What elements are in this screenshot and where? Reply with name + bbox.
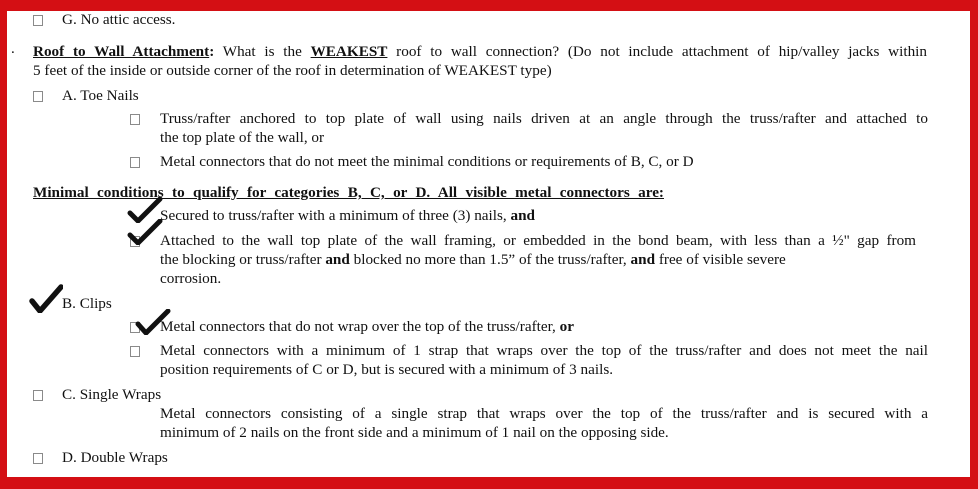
clips-sub2-line2: position requirements of C or D, but is secured with a minimum of 3 nails.: [160, 361, 614, 378]
item-g-label: No attic access.: [80, 11, 176, 28]
item-g-letter: G.: [62, 11, 77, 28]
checkmark-icon-condition-attached: [127, 219, 163, 245]
checkbox-icon-item-g[interactable]: [33, 15, 43, 26]
option-b: B. Clips: [62, 295, 112, 312]
option-d: D. Double Wraps: [62, 449, 168, 466]
condition-secured: Secured to truss/rafter with a minimum of three (3) nails, and: [160, 207, 535, 224]
document-page: [7, 11, 970, 477]
question-line-1: Roof to Wall Attachment: What is the WEAKEST roof to wall connection? (Do not include attachment of hip/valley jacks within: [33, 43, 927, 60]
checkbox-icon-clips-sub2[interactable]: [130, 346, 140, 357]
single-wraps-desc-line2: minimum of 2 nails on the front side and a minimum of 1 nail on the opposing side.: [160, 424, 669, 441]
checkmark-icon-clips-sub1: [135, 309, 171, 335]
clips-sub1: Metal connectors that do not wrap over the top of the truss/rafter, or: [160, 318, 574, 335]
toe-nails-sub1-line2: the top plate of the wall, or: [160, 129, 325, 146]
weakest-emphasis: WEAKEST: [310, 43, 388, 60]
option-a-label: Toe Nails: [80, 87, 139, 104]
option-c-label: Single Wraps: [79, 386, 162, 403]
question-line-2: 5 feet of the inside or outside corner of the roof in determination of WEAKEST type): [33, 62, 552, 79]
question-title: Roof to Wall Attachment: [33, 43, 210, 60]
option-a: A. Toe Nails: [62, 87, 139, 104]
checkbox-icon-option-a[interactable]: [33, 91, 43, 102]
toe-nails-sub1-line1: Truss/rafter anchored to top plate of wall using nails driven at an angle through the truss/rafter and attached to: [160, 110, 928, 127]
checkbox-icon-toe-nails-sub1[interactable]: [130, 114, 140, 125]
checkbox-icon-option-c[interactable]: [33, 390, 43, 401]
clips-sub2-line1: Metal connectors with a minimum of 1 strap that wraps over the top of the truss/rafter and does not meet the nail: [160, 342, 928, 359]
condition-attached-line1: Attached to the wall top plate of the wall framing, or embedded in the bond beam, with less than a ½" gap from: [160, 232, 916, 249]
question-bullet: .: [11, 41, 15, 57]
item-g: [62, 11, 175, 29]
checkbox-icon-option-d[interactable]: [33, 453, 43, 464]
checkbox-icon-toe-nails-sub2[interactable]: [130, 157, 140, 168]
option-c: C. Single Wraps: [62, 386, 162, 403]
minimal-conditions-heading: Minimal conditions to qualify for categories B, C, or D. All visible metal connectors are:: [33, 184, 664, 201]
checkmark-icon-option-b: [29, 283, 63, 313]
option-d-label: Double Wraps: [80, 449, 168, 466]
single-wraps-desc-line1: Metal connectors consisting of a single strap that wraps over the top of the truss/rafter and is secured with a: [160, 405, 928, 422]
condition-attached-line3: corrosion.: [160, 270, 222, 287]
option-b-label: Clips: [79, 295, 112, 312]
toe-nails-sub2: Metal connectors that do not meet the minimal conditions or requirements of B, C, or D: [160, 153, 694, 170]
condition-attached-line2: the blocking or truss/rafter and blocked no more than 1.5” of the truss/rafter, and free of visible severe: [160, 251, 786, 268]
